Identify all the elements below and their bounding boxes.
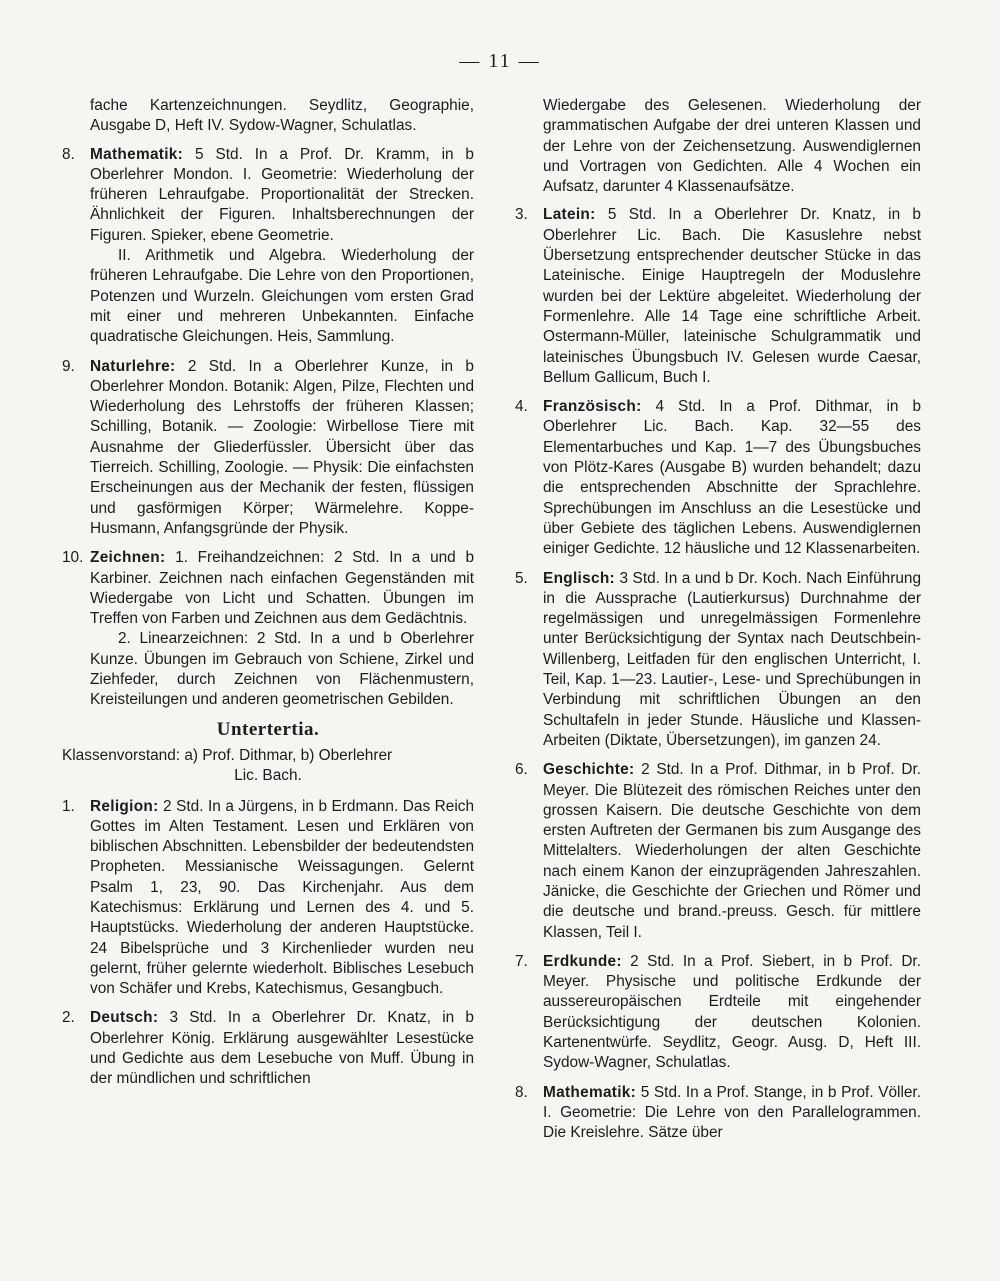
list-item <box>515 1083 921 1144</box>
section-heading: Untertertia. <box>216 718 320 740</box>
item-number: 5. <box>515 569 528 587</box>
item-number: 9. <box>62 357 75 375</box>
list-item <box>515 397 921 559</box>
subject-label: Religion: <box>90 797 159 815</box>
list-item <box>62 145 474 348</box>
subject-label: Geschichte: <box>543 761 635 779</box>
subject-label: Deutsch: <box>90 1009 159 1027</box>
subject-label: Mathematik: <box>543 1083 637 1101</box>
list-item <box>62 797 474 1000</box>
item-number: 7. <box>515 952 528 970</box>
subject-label: Französisch: <box>543 398 642 416</box>
item-number: 8. <box>515 1083 528 1101</box>
class-head-line <box>62 746 474 787</box>
item-subparagraph: II. Arithmetik und Algebra. Wiederholung der früheren Lehraufgabe. Die Lehre von den Proportionen, Potenzen und Wurzeln. Gleichungen vom ersten Grad mit einer und mehreren Unbekannten. Einfache quadratische Gleichungen. Heis, Sammlung. <box>90 247 474 346</box>
class-head-text: Klassenvorstand: a) Prof. Dithmar, b) Oberlehrer <box>62 746 393 764</box>
list-item <box>62 548 474 710</box>
list-item <box>515 760 921 943</box>
list-item <box>62 1008 474 1089</box>
item-number: 10. <box>62 549 84 567</box>
item-text: 5 Std. In a Oberlehrer Dr. Knatz, in b Oberlehrer Lic. Bach. Die Kasuslehre nebst Übersetzung entsprechender deutscher Stücke in das Lateinische. Einige Hauptregeln der Moduslehre wurden bei der Lektüre abgeleitet. Wiederholung der Formenlehre. Alle 14 Tage eine schriftliche Arbeit. Ostermann-Müller, lateinische Schulgrammatik und lateinisches Übungsbuch IV. Gelesen wurde Caesar, Bellum Gallicum, Buch I. <box>543 206 921 386</box>
left-column <box>62 96 474 1099</box>
item-text: 5 Std. In a Prof. Stange, in b Prof. Völler. I. Geometrie: Die Lehre von den Parallelogrammen. Die Kreislehre. Sätze über <box>543 1083 921 1142</box>
item-number: 2. <box>62 1009 75 1027</box>
subject-label: Naturlehre: <box>90 357 176 375</box>
item-number: 1. <box>62 797 75 815</box>
left-intro-text: fache Kartenzeichnungen. Seydlitz, Geographie, Ausgabe D, Heft IV. Sydow-Wagner, Schulatlas. <box>90 97 474 135</box>
subject-label: Mathematik: <box>90 145 184 163</box>
item-subparagraph: 2. Linearzeichnen: 2 Std. In a und b Oberlehrer Kunze. Übungen im Gebrauch von Schiene, Zirkel und Ziehfeder, durch Zeichnen von Flächenmustern, Kreisteilungen und anderen geometrischen Gebilden. <box>90 630 474 709</box>
list-item <box>62 357 474 540</box>
page-number: — 11 — <box>459 50 541 72</box>
item-text: 5 Std. In a Prof. Dr. Kramm, in b Oberlehrer Mondon. I. Geometrie: Wiederholung der früheren Lehraufgabe. Proportionalität der Strecken. Ähnlichkeit der Figuren. Inhaltsberechnungen der Figuren. Spieker, ebene Geometrie. <box>90 145 474 244</box>
item-number: 6. <box>515 761 528 779</box>
list-item <box>515 952 921 1074</box>
item-number: 8. <box>62 145 75 163</box>
item-text: 3 Std. In a Oberlehrer Dr. Knatz, in b Oberlehrer König. Erklärung ausgewählter Lesestücke und Gedichte aus dem Lesebuche von Muff. Übung in der mündlichen und schriftlichen <box>90 1009 474 1088</box>
item-text: 3 Std. In a und b Dr. Koch. Nach Einführung in die Aussprache (Lautierkursus) Durchnahme der regelmässigen und unregelmässigen Formenlehre unter Berücksichtigung der Syntax nach Deutschbein-Willenberg, Leitfaden für den englischen Unterricht, I. Teil, Kap. 1—23. Lautier-, Lese- und Sprechübungen in Verbindung mit schriftlichen Übungen an den Schultafeln in jeder Stunde. Häusliche und Klassen-Arbeiten (Diktate, Übersetzungen), im ganzen 24. <box>543 569 921 749</box>
right-intro-text: Wiedergabe des Gelesenen. Wiederholung der grammatischen Aufgabe der drei unteren Klassen und der Lehre von der Zeichensetzung. Auswendiglernen und Vortragen von Gedichten. Alle 4 Wochen ein Aufsatz, darunter 4 Klassenaufsätze. <box>543 97 921 196</box>
subject-label: Latein: <box>543 206 596 224</box>
class-head-continuation: Lic. Bach. <box>234 767 302 785</box>
item-number: 3. <box>515 206 528 224</box>
item-number: 4. <box>515 398 528 416</box>
item-text: 2 Std. In a Jürgens, in b Erdmann. Das Reich Gottes im Alten Testament. Lesen und Erklären von biblischen Abschnitten. Lebensbilder der bedeutendsten Propheten. Messianische Weissagungen. Gelernt Psalm 1, 23, 90. Das Kirchenjahr. Aus dem Katechismus: Erklärung und Lernen des 4. und 5. Hauptstücks. Wiederholung der anderen Hauptstücke. 24 Bibelsprüche und 3 Kirchenlieder wurden neu gelernt, früher gelernte wiederholt. Biblisches Lesebuch von Schäfer und Krebs, Katechismus, Gesangbuch. <box>90 797 474 998</box>
item-text: 1. Freihandzeichnen: 2 Std. In a und b Karbiner. Zeichnen nach einfachen Gegenständen mit Wiedergabe von Licht und Schatten. Übungen im Treffen von Farben und Zeichnen aus dem Gedächtnis. <box>90 549 474 628</box>
list-item <box>515 569 921 752</box>
right-column <box>515 96 921 1153</box>
subject-label: Englisch: <box>543 569 615 587</box>
item-text: 4 Std. In a Prof. Dithmar, in b Oberlehrer Lic. Bach. Kap. 32—55 des Elementarbuches und Kap. 1—7 des Übungsbuches von Plötz-Kares (Ausgabe B) wurden behandelt; dazu die entsprechenden Abschnitte der Sprachlehre. Sprechübungen im Anschluss an die Lesestücke und über Gebiete des täglichen Lebens. Auswendiglernen einiger Gedichte. 12 häusliche und 12 Klassenarbeiten. <box>543 398 922 558</box>
subject-label: Erdkunde: <box>543 952 622 970</box>
item-text: 2 Std. In a Oberlehrer Kunze, in b Oberlehrer Mondon. Botanik: Algen, Pilze, Flechten und Wiederholung des Lehrstoffs der früheren Klassen; Schilling, Botanik. — Zoologie: Wirbellose Tiere mit Ausnahme der Gliederfüssler. Übersicht über das Tierreich. Schilling, Zoologie. — Physik: Die einfachsten Erscheinungen aus der Mechanik der festen, flüssigen und gasförmigen Körper; Wärmelehre. Koppe-Husmann, Anfangsgründe der Physik. <box>90 357 474 537</box>
item-text: 2 Std. In a Prof. Dithmar, in b Prof. Dr. Meyer. Die Blütezeit des römischen Reiches unter den grossen Kaisern. Die deutsche Geschichte von dem ersten Auftreten der Germanen bis zum Ausgange des Mittelalters. Wiederholungen der alten Geschichte nach einem Kanon der einzuprägenden Jahreszahlen. Jänicke, die Geschichte der Griechen und Römer und die deutsche und brand.-preuss. Gesch. für mittlere Klassen, Teil I. <box>543 761 922 941</box>
list-item <box>515 205 921 388</box>
item-text: 2 Std. In a Prof. Siebert, in b Prof. Dr. Meyer. Physische und politische Erdkunde der aussereuropäischen Erdteile mit eingehender Berücksichtigung der deutschen Kolonien. Kartenentwürfe. Seydlitz, Geogr. Ausg. D, Heft III. Sydow-Wagner, Schulatlas. <box>543 952 921 1072</box>
subject-label: Zeichnen: <box>90 549 166 567</box>
